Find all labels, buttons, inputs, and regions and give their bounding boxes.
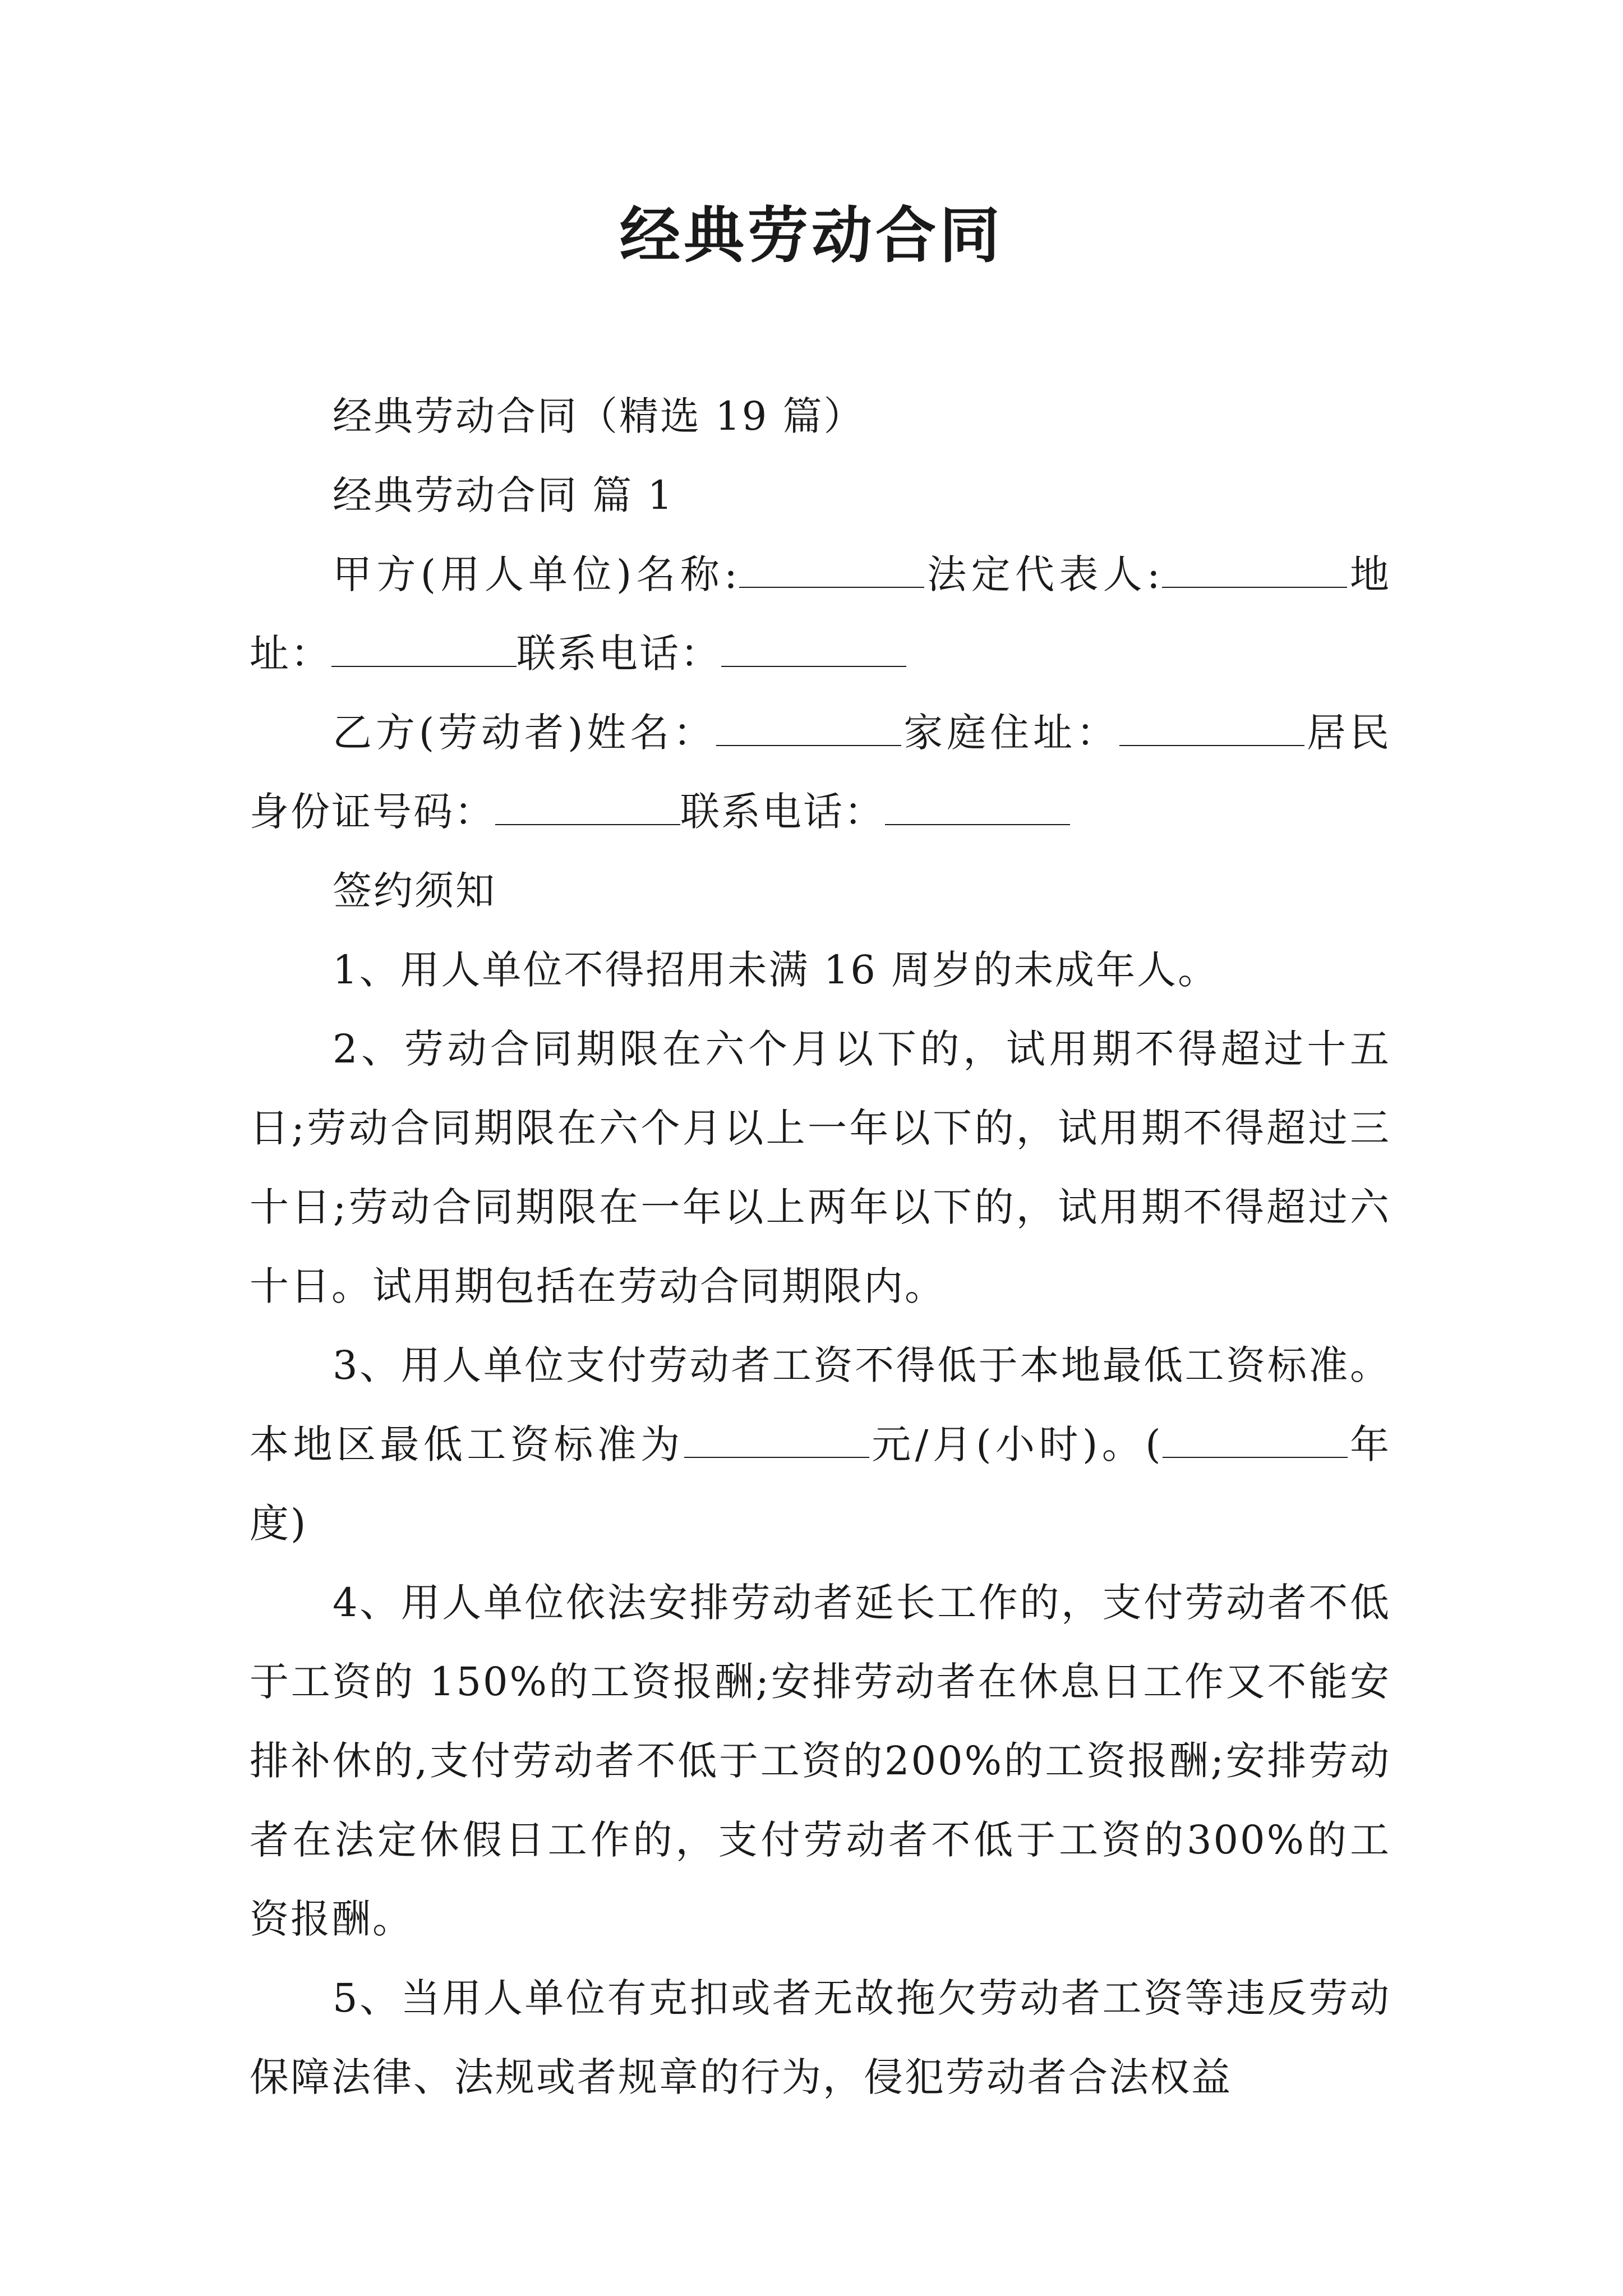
clause-3-text-c: 年度) <box>250 1421 1391 1547</box>
party-a-address-label: 地址： <box>250 551 1391 677</box>
party-b-id-blank[interactable] <box>495 790 680 825</box>
party-a-info <box>250 535 1391 693</box>
party-a-rep-label: 法定代表人: <box>924 551 1162 597</box>
party-b-info <box>250 693 1391 852</box>
party-a-phone-blank[interactable] <box>721 632 906 667</box>
section-heading: 经典劳动合同 篇 1 <box>333 472 675 518</box>
subtitle: 经典劳动合同（精选 19 篇） <box>333 393 865 439</box>
party-a-rep-blank[interactable] <box>1162 553 1347 588</box>
clause-2: 2、劳动合同期限在六个月以下的，试用期不得超过十五日;劳动合同期限在六个月以上一年以下的，试用期不得超过三十日;劳动合同期限在一年以上两年以下的，试用期不得超过六十日。试用期包括在劳动合同期限内。 <box>250 1026 1391 1309</box>
party-b-id-label: 居民身份证号码： <box>250 710 1391 835</box>
party-a-name-label: 甲方(用人单位)名称: <box>333 551 739 597</box>
year-blank[interactable] <box>1163 1423 1348 1458</box>
party-b-home-label: 家庭住址： <box>901 710 1120 756</box>
clause-3-text-b: 元/月(小时)。( <box>869 1421 1163 1467</box>
party-a-address-blank[interactable] <box>331 632 517 667</box>
min-wage-blank[interactable] <box>684 1423 869 1458</box>
party-b-phone-blank[interactable] <box>885 790 1070 825</box>
party-a-name-blank[interactable] <box>739 553 924 588</box>
clause-3 <box>250 1326 1391 1563</box>
clause-4: 4、用人单位依法安排劳动者延长工作的，支付劳动者不低于工资的 150%的工资报酬;安排劳动者在休息日工作又不能安排补休的,支付劳动者不低于工资的200%的工资报酬;安排劳动者在法定休假日工作的，支付劳动者不低于工资的300%的工资报酬。 <box>250 1580 1391 1942</box>
clause-5: 5、当用人单位有克扣或者无故拖欠劳动者工资等违反劳动保障法律、法规或者规章的行为，侵犯劳动者合法权益 <box>250 1975 1391 2100</box>
party-b-name-blank[interactable] <box>716 711 901 746</box>
party-b-home-blank[interactable] <box>1119 711 1304 746</box>
clause-3-text-a: 3、用人单位支付劳动者工资不得低于本地最低工资标准。本地区最低工资标准为 <box>250 1342 1391 1467</box>
notice-heading: 签约须知 <box>333 868 496 914</box>
party-a-phone-label: 联系电话： <box>517 631 721 677</box>
document-body <box>250 377 1391 2117</box>
party-b-phone-label: 联系电话： <box>680 789 885 835</box>
clause-1: 1、用人单位不得招用未满 16 周岁的未成年人。 <box>333 947 1219 993</box>
document-title: 经典劳动合同 <box>619 200 1003 271</box>
party-b-name-label: 乙方(劳动者)姓名： <box>333 710 717 756</box>
